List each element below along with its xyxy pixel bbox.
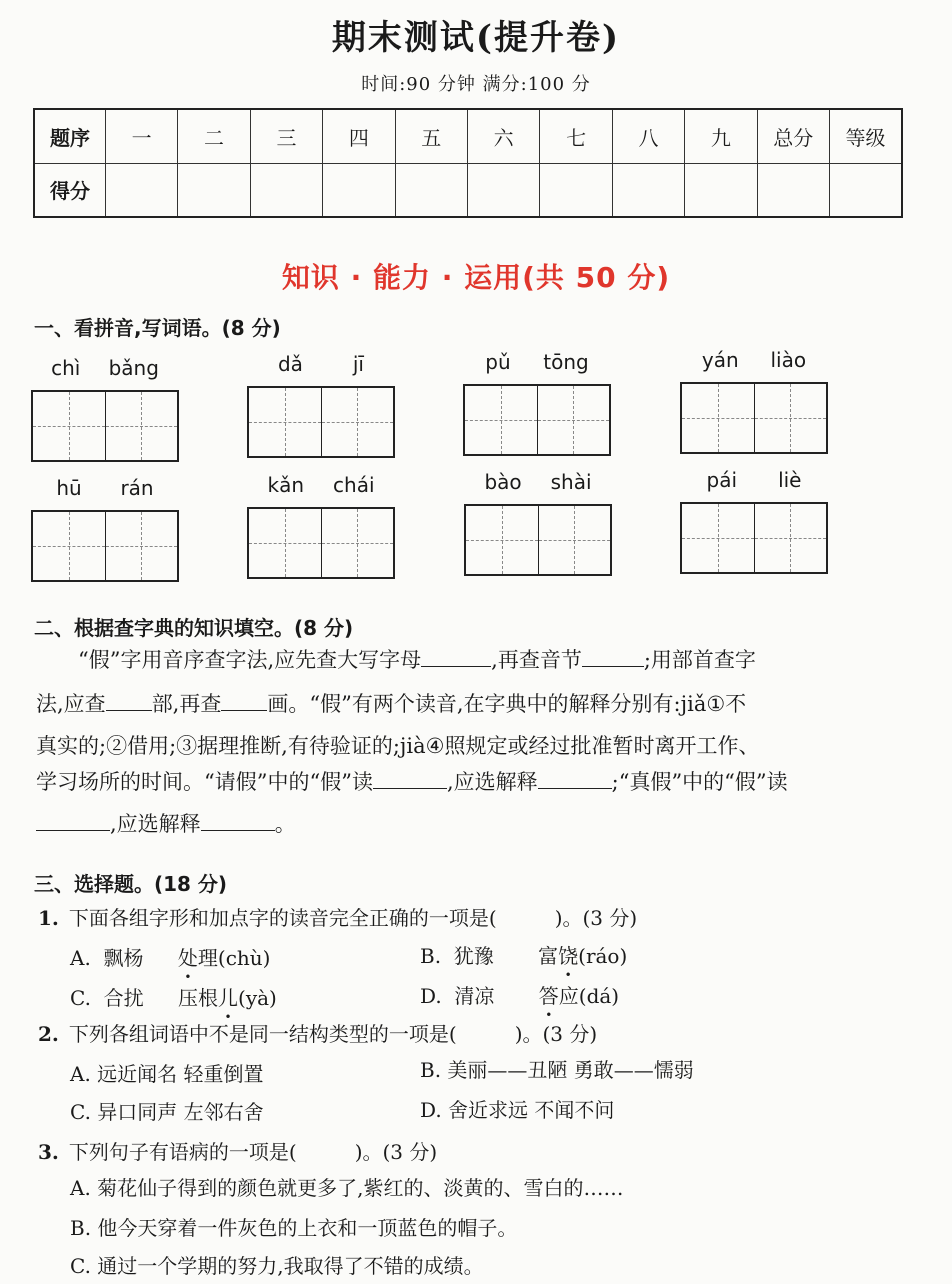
fill-blank[interactable] <box>106 687 152 711</box>
score-table-score-row <box>34 163 902 217</box>
question-2-stem <box>38 1018 597 1047</box>
col-6: 六 <box>467 109 539 163</box>
q2-text: ,再查音节 <box>491 648 582 672</box>
option-c[interactable] <box>70 982 277 1011</box>
option-b[interactable]: B. 美丽——丑陋 勇敢——懦弱 <box>420 1058 694 1082</box>
pinyin-item <box>680 468 828 574</box>
writing-grid[interactable] <box>464 504 612 576</box>
dotted-char: 儿 <box>218 986 239 1010</box>
question-points: )。(3 分) <box>514 1022 598 1046</box>
option-a[interactable] <box>70 942 270 971</box>
q2-paragraph <box>36 684 916 724</box>
question-number: 3. <box>38 1140 59 1164</box>
option-b[interactable] <box>420 940 627 969</box>
dotted-char: 处 <box>177 946 198 970</box>
option-text: (ráo) <box>578 944 628 968</box>
q2-paragraph <box>36 804 916 844</box>
writing-grid[interactable] <box>247 507 395 579</box>
score-table <box>33 108 903 218</box>
option-c[interactable]: C. 通过一个学期的努力,我取得了不错的成绩。 <box>70 1254 484 1278</box>
col-4: 四 <box>323 109 395 163</box>
writing-grid[interactable] <box>31 510 179 582</box>
fill-blank[interactable] <box>582 643 644 667</box>
pinyin: dǎ <box>277 352 303 376</box>
option-label: A. <box>70 946 91 970</box>
fill-blank[interactable] <box>421 643 491 667</box>
question-points: )。(3 分) <box>554 906 638 930</box>
option-text: 理(chù) <box>197 946 271 970</box>
q2-text: ;“真假”中的“假”读 <box>611 770 788 794</box>
question-points: )。(3 分) <box>354 1140 438 1164</box>
q1-heading: 一、看拼音,写词语。(8 分) <box>34 316 281 340</box>
option-a[interactable]: A. 菊花仙子得到的颜色就更多了,紫红的、淡黄的、雪白的…… <box>70 1176 624 1200</box>
q2-paragraph <box>36 762 916 802</box>
writing-grid[interactable] <box>680 382 828 454</box>
option-d[interactable] <box>420 980 619 1009</box>
score-cell[interactable] <box>829 163 902 217</box>
option-word <box>539 984 619 1008</box>
q2-text: ,应选解释 <box>110 812 201 836</box>
q2-text: “假”字用音序查字法,应先查大写字母 <box>78 648 422 672</box>
option-word <box>178 986 277 1010</box>
q2-text: 。 <box>274 812 296 836</box>
option-text: 应(dá) <box>558 984 620 1008</box>
dotted-char: 答 <box>538 984 559 1008</box>
q2-heading: 二、根据查字典的知识填空。(8 分) <box>34 616 354 640</box>
score-cell[interactable] <box>467 163 539 217</box>
pinyin: hū <box>56 476 82 500</box>
option-word: 清凉 <box>454 984 495 1008</box>
pinyin-item <box>31 356 179 462</box>
pinyin: shài <box>550 470 592 494</box>
page-title: 期末测试(提升卷) <box>331 18 621 58</box>
q2-text: 部,再查 <box>151 692 222 716</box>
pinyin: tōng <box>543 350 589 374</box>
col-9: 九 <box>685 109 757 163</box>
row-head-score: 得分 <box>34 163 105 217</box>
option-label: C. <box>70 986 91 1010</box>
q2-text: 真实的;②借用;③据理推断,有待验证的;jià④照规定或经过批准暂时离开工作、 <box>36 734 760 758</box>
pinyin: liào <box>770 348 807 372</box>
score-cell[interactable] <box>685 163 757 217</box>
question-number: 1. <box>38 906 59 930</box>
question-3-stem <box>38 1136 437 1165</box>
question-1-stem <box>38 902 637 931</box>
pinyin-item <box>680 348 828 454</box>
pinyin-item <box>247 473 395 579</box>
score-cell[interactable] <box>323 163 395 217</box>
col-7: 七 <box>540 109 612 163</box>
pinyin: bǎng <box>108 356 159 380</box>
fill-blank[interactable] <box>201 807 275 831</box>
pinyin-item <box>463 350 611 456</box>
col-8: 八 <box>612 109 684 163</box>
pinyin-item <box>464 470 612 576</box>
writing-grid[interactable] <box>463 384 611 456</box>
option-a[interactable]: A. 远近闻名 轻重倒置 <box>70 1062 264 1086</box>
row-head-question-no: 题序 <box>34 109 105 163</box>
option-label: D. <box>420 984 442 1008</box>
pinyin: chái <box>333 473 375 497</box>
col-3: 三 <box>250 109 322 163</box>
pinyin-item <box>31 476 179 582</box>
q2-paragraph <box>36 726 916 766</box>
pinyin: chì <box>51 356 81 380</box>
col-total: 总分 <box>757 109 829 163</box>
q2-text: 画。“假”有两个读音,在字典中的解释分别有:jiǎ①不 <box>267 692 747 716</box>
section-banner: 知识 · 能力 · 运用(共 50 分) <box>281 261 671 294</box>
score-cell[interactable] <box>540 163 612 217</box>
option-label: B. <box>420 944 442 968</box>
score-cell[interactable] <box>105 163 177 217</box>
pinyin: pái <box>706 468 738 492</box>
score-cell[interactable] <box>757 163 829 217</box>
pinyin: kǎn <box>267 473 305 497</box>
col-2: 二 <box>178 109 250 163</box>
col-1: 一 <box>105 109 177 163</box>
pinyin: liè <box>778 468 802 492</box>
pinyin: pǔ <box>485 350 511 374</box>
option-text: 富 <box>538 944 559 968</box>
exam-time-and-score: 时间:90 分钟 满分:100 分 <box>361 74 591 95</box>
writing-grid[interactable] <box>247 386 395 458</box>
col-grade: 等级 <box>829 109 902 163</box>
fill-blank[interactable] <box>36 807 110 831</box>
score-cell[interactable] <box>250 163 322 217</box>
q2-text: 学习场所的时间。“请假”中的“假”读 <box>36 770 373 794</box>
option-word <box>538 944 627 968</box>
score-cell[interactable] <box>395 163 467 217</box>
writing-grid[interactable] <box>680 502 828 574</box>
option-word: 合扰 <box>103 986 144 1010</box>
q2-text: 法,应查 <box>36 692 106 716</box>
option-text: (yà) <box>238 986 277 1010</box>
dotted-char: 饶 <box>558 944 579 968</box>
writing-grid[interactable] <box>31 390 179 462</box>
q2-text: ,应选解释 <box>446 770 538 794</box>
pinyin: rán <box>120 476 154 500</box>
score-cell[interactable] <box>612 163 684 217</box>
q2-text: ;用部首查字 <box>643 648 756 672</box>
question-number: 2. <box>38 1022 59 1046</box>
question-text: 下列各组词语中不是同一结构类型的一项是( <box>68 1022 457 1046</box>
option-b[interactable]: B. 他今天穿着一件灰色的上衣和一顶蓝色的帽子。 <box>70 1216 518 1240</box>
q2-paragraph <box>36 640 916 680</box>
col-5: 五 <box>395 109 467 163</box>
fill-blank[interactable] <box>221 687 267 711</box>
option-d[interactable]: D. 舍近求远 不闻不问 <box>420 1098 615 1122</box>
pinyin-item <box>247 352 395 458</box>
option-word <box>178 946 271 970</box>
q3-heading: 三、选择题。(18 分) <box>34 872 228 896</box>
option-word: 飘杨 <box>103 946 144 970</box>
score-table-header-row <box>34 109 902 163</box>
question-text: 下列句子有语病的一项是( <box>68 1140 297 1164</box>
fill-blank[interactable] <box>373 765 447 789</box>
fill-blank[interactable] <box>538 765 612 789</box>
score-cell[interactable] <box>178 163 250 217</box>
option-text: 压根 <box>178 986 219 1010</box>
question-text: 下面各组字形和加点字的读音完全正确的一项是( <box>68 906 497 930</box>
option-word: 犹豫 <box>453 944 494 968</box>
pinyin: yán <box>701 348 739 372</box>
pinyin: jī <box>352 352 364 376</box>
pinyin: bào <box>484 470 522 494</box>
option-c[interactable]: C. 异口同声 左邻右舍 <box>70 1100 264 1124</box>
